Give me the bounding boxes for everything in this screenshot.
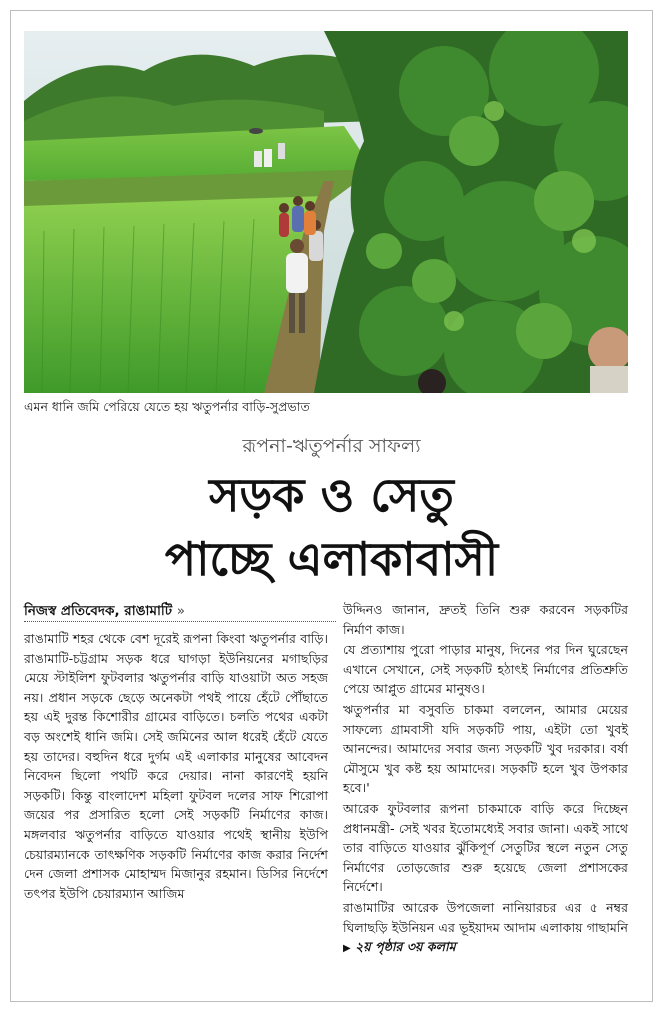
jump-text: ২য় পৃষ্ঠার ৩য় কলাম <box>355 939 456 955</box>
paragraph: রাঙামাটি শহর থেকে বেশ দূরেই রূপনা কিংবা ঋতুপর্নার বাড়ি। রাঙামাটি-চট্টগ্রাম সড়ক ধরে ঘাগড়া ইউনিয়নের মগাছড়ির মেয়ে স্টাইলিশ ফুটবলার ঋতুপর্নার বাড়ি যাওয়াটা অত সহজ নয়। প্রধান সড়কে ছেড়ে অনেকটা পথই পায়ে হেঁটে পৌঁছাতে হয় এই দুরন্ত কিশোরীর গ্রামের বাড়িতে। চলতি পথের একটা বড় অংশেই ধানি জমি। সেই জমিনের আল ধরেই হেঁটে যেতে হয় তাদের। বহুদিন ধরে দুর্গম এই এলাকার মানুষের আবেদন নিবেদন ছিলো পথটি করে দেয়ার। নানা কারণেই হয়নি সড়কটি। কিন্তু বাংলাদেশ মহিলা ফুটবল দলের সাফ শিরোপা জয়ের পর প্রসারিত হলো সেই সড়কটি নির্মাণের কাজ। মঙ্গলবার ঋতুপর্নার বাড়িতে যাওয়ার পথেই স্থানীয় ইউপি চেয়ারম্যানকে তাৎক্ষণিক সড়কটি নির্মাণের কাজ করার নির্দেশ দেন জেলা প্রশাসক মোহাম্মদ মিজানুর রহমান। ডিসির নির্দেশে তৎপর ইউপি চেয়ারম্যান আজিম <box>24 631 328 901</box>
photo-caption: এমন ধানি জমি পেরিয়ে যেতে হয় ঋতুপর্নার বাড়ি-সুপ্রভাত <box>24 399 310 414</box>
rice-field-walkway-photo <box>24 31 628 393</box>
paragraph: আরেক ফুটবলার রূপনা চাকমাকে বাড়ি করে দিচ্ছেন প্রধানমন্ত্রী- সেই খবর ইতোমধ্যেই সবার জানা। একই সাথে তার বাড়িতে যাওয়ার ঝুঁকিপূর্ণ সেতুটির স্থলে নতুন সেতু নির্মাণের তোড়জোর শুরু হয়েছে জেলা প্রশাসকের নির্দেশে। <box>343 800 628 895</box>
paragraph: ঋতুপর্নার মা বসুবতি চাকমা বললেন, আমার মেয়ের সাফল্যে গ্রামবাসী যদি সড়কটি পায়, এইটা তো খুবই আনন্দের। আমাদের সবার জন্য সড়কটি খুব দরকার। বর্ষা মৌসুমে খুব কষ্ট হয় আমাদের। সড়কটি হলে খুব উপকার হবে।' <box>343 701 628 796</box>
byline <box>24 600 185 623</box>
headline-line-2: পাচ্ছে এলাকাবাসী <box>164 532 499 586</box>
continued-on-page-link[interactable] <box>343 939 456 954</box>
article-column-right <box>343 600 628 960</box>
byline-divider <box>24 621 336 622</box>
play-triangle-icon: ▶ <box>343 943 351 955</box>
byline-marker: » <box>176 603 186 619</box>
paragraph: যে প্রত্যাশায় পুরো পাড়ার মানুষ, দিনের পর দিন ঘুরেছেন এখানে সেখানে, সেই সড়কটি হঠাৎই নির্মাণের প্রতিশ্রুতি পেয়ে আপ্লুত গ্রামের মানুষও। <box>343 642 628 697</box>
byline-text: নিজস্ব প্রতিবেদক, রাঙামাটি <box>24 603 173 619</box>
paragraph: উদ্দিনও জানান, দ্রুতই তিনি শুরু করবেন সড়কটির নির্মাণ কাজ। <box>343 602 628 637</box>
article-column-left <box>24 629 328 904</box>
paragraph-last <box>343 898 628 959</box>
headline-line-1: সড়ক ও সেতু <box>209 468 454 522</box>
paragraph-text: রাঙামাটির আরেক উপজেলা নানিয়ারচর এর ৫ নম্বর ঘিলাছড়ি ইউনিয়ন এর ভূইয়াদম আদাম এলাকায় গাছামনি <box>343 899 628 935</box>
rice-field-photo <box>24 31 628 393</box>
article-kicker: রূপনা-ঋতুপর্নার সাফল্য <box>242 435 421 457</box>
